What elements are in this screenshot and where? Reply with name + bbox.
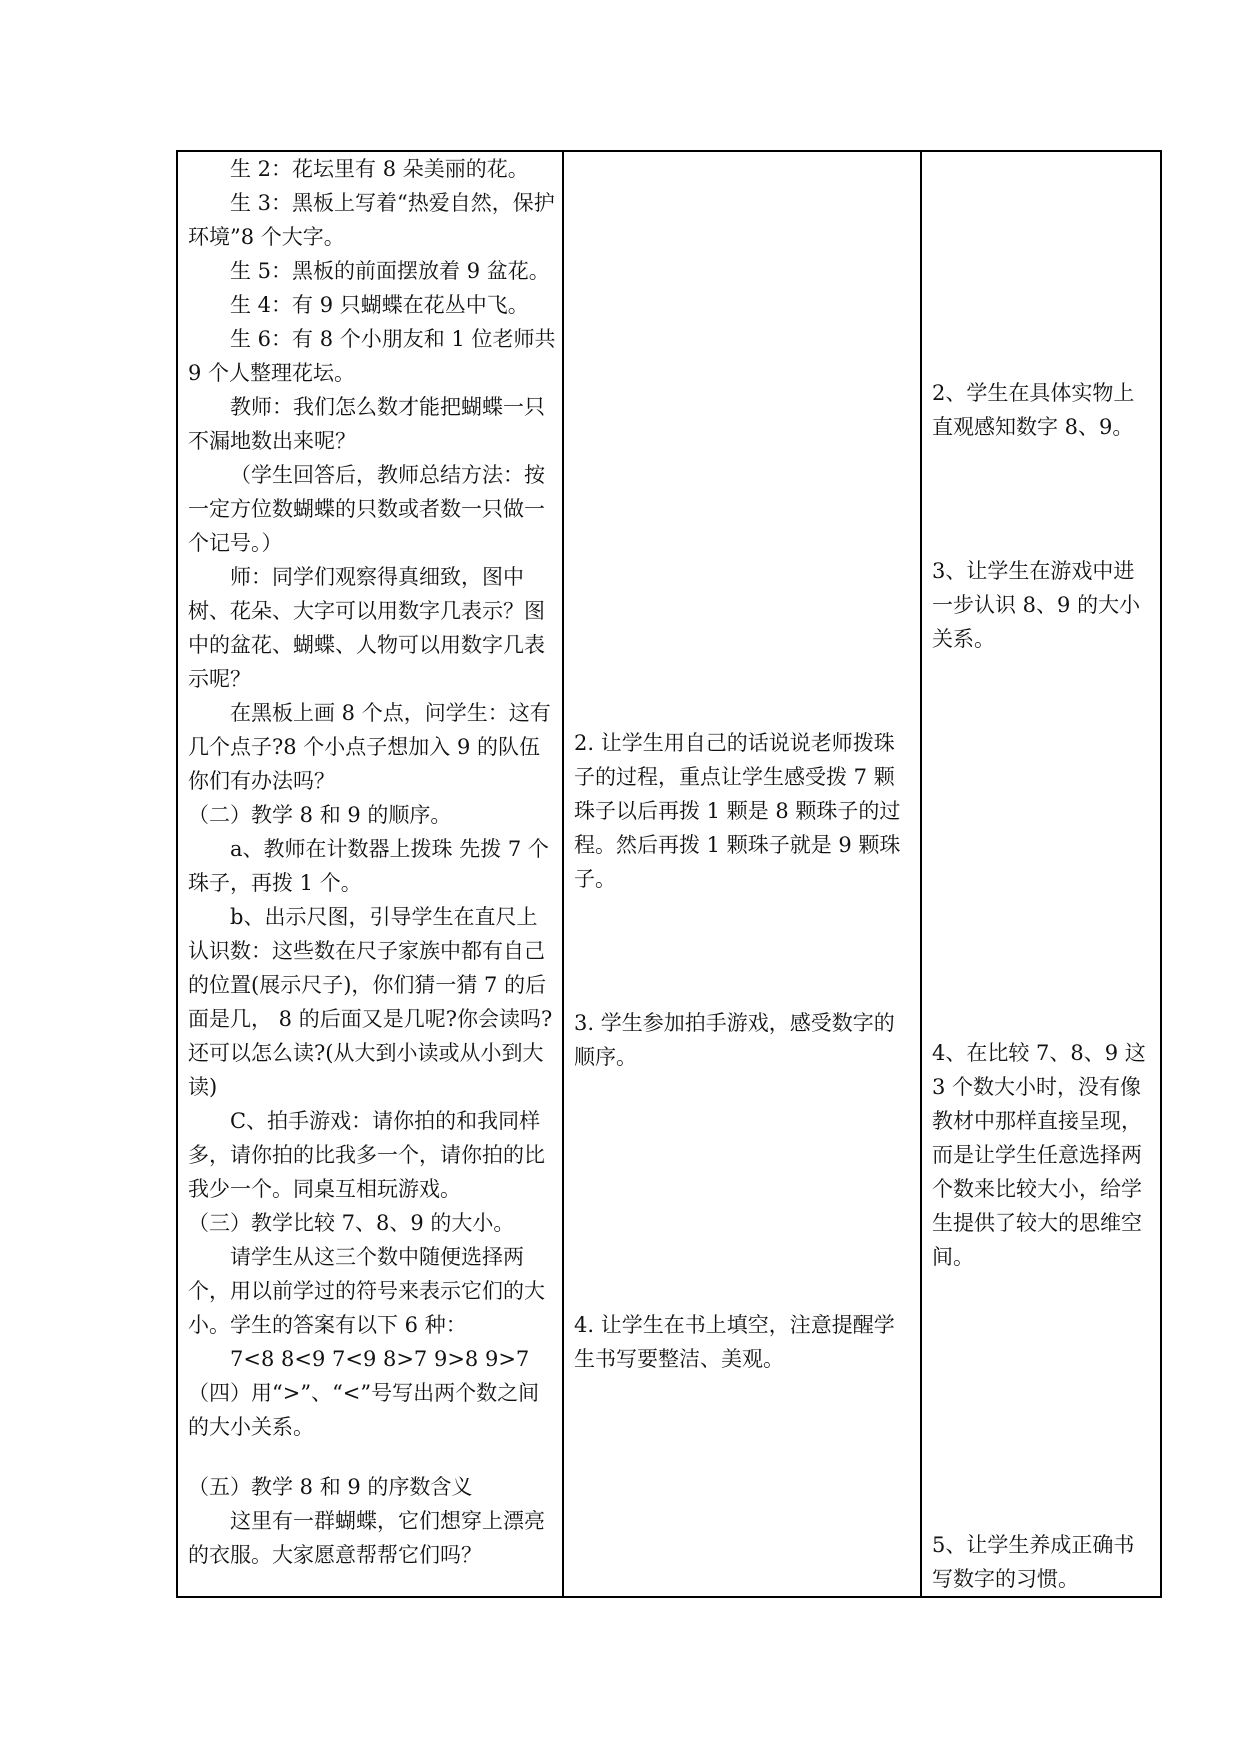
- activity-note: 3. 学生参加拍手游戏，感受数字的顺序。: [574, 1011, 895, 1069]
- left-paragraph: C、拍手游戏：请你拍的和我同样多，请你拍的比我多一个，请你拍的比我少一个。同桌互相玩游戏。: [188, 1109, 545, 1201]
- student-activity-cell: [563, 151, 921, 1597]
- left-paragraph: 生 2：花坛里有 8 朵美丽的花。: [230, 157, 529, 181]
- teaching-process-cell: [177, 151, 563, 1597]
- left-paragraph: 生 6：有 8 个小朋友和 1 位老师共 9 个人整理花坛。: [188, 327, 556, 385]
- intent-note: 2、学生在具体实物上直观感知数字 8、9。: [932, 381, 1135, 439]
- section-heading: （二）教学 8 和 9 的顺序。: [188, 803, 452, 827]
- table-row: [177, 151, 1161, 1597]
- left-paragraph: a、教师在计数器上拨珠 先拨 7 个珠子，再拨 1 个。: [188, 837, 549, 895]
- left-paragraph: 这里有一群蝴蝶，它们想穿上漂亮的衣服。大家愿意帮帮它们吗？: [188, 1509, 545, 1567]
- left-paragraph: 生 3：黑板上写着“热爱自然，保护环境”8 个大字。: [188, 191, 555, 249]
- intent-note: 4、在比较 7、8、9 这 3 个数大小时，没有像教材中那样直接呈现，而是让学生任意选择两个数来比较大小，给学生提供了较大的思维空间。: [932, 1041, 1146, 1269]
- section-heading: （五）教学 8 和 9 的序数含义: [188, 1475, 473, 1499]
- intent-note: 5、让学生养成正确书写数字的习惯。: [932, 1533, 1135, 1591]
- left-paragraph: （学生回答后，教师总结方法：按一定方位数蝴蝶的只数或者数一只做一个记号。）: [188, 463, 545, 555]
- activity-note: 2. 让学生用自己的话说说老师拨珠子的过程，重点让学生感受拨 7 颗珠子以后再拨 1 颗是 8 颗珠子的过程。然后再拨 1 颗珠子就是 9 颗珠子。: [574, 731, 901, 891]
- left-paragraph: b、出示尺图，引导学生在直尺上认识数：这些数在尺子家族中都有自己的位置(展示尺子)，你们猜一猜 7 的后面是几， 8 的后面又是几呢?你会读吗?还可以怎么读?(从大到小读或从小到大读): [188, 905, 553, 1099]
- lesson-plan-table: [176, 150, 1162, 1598]
- comparison-answers: 7<8 8<9 7<9 8>7 9>8 9>7: [230, 1347, 530, 1371]
- activity-note: 4. 让学生在书上填空，注意提醒学生书写要整洁、美观。: [574, 1313, 895, 1371]
- left-paragraph: 生 5：黑板的前面摆放着 9 盆花。: [230, 259, 550, 283]
- left-paragraphs-block-2: [188, 1470, 558, 1572]
- design-intent-cell: [921, 151, 1161, 1597]
- left-paragraph: 在黑板上画 8 个点，问学生：这有几个点子?8 个小点子想加入 9 的队伍你们有办法吗？: [188, 701, 551, 793]
- section-heading: （四）用“>”、“<”号写出两个数之间的大小关系。: [188, 1381, 540, 1439]
- left-paragraph: 师：同学们观察得真细致，图中树、花朵、大字可以用数字几表示？图中的盆花、蝴蝶、人物可以用数字几表示呢？: [188, 565, 545, 691]
- left-paragraphs-block-1: [188, 152, 558, 1444]
- intent-note: 3、让学生在游戏中进一步认识 8、9 的大小关系。: [932, 559, 1141, 651]
- left-paragraph: 生 4：有 9 只蝴蝶在花丛中飞。: [230, 293, 529, 317]
- left-paragraph: 教师：我们怎么数才能把蝴蝶一只不漏地数出来呢？: [188, 395, 545, 453]
- left-paragraph: 请学生从这三个数中随便选择两个，用以前学过的符号来表示它们的大小。学生的答案有以下 6 种：: [188, 1245, 545, 1337]
- section-heading: （三）教学比较 7、8、9 的大小。: [188, 1211, 515, 1235]
